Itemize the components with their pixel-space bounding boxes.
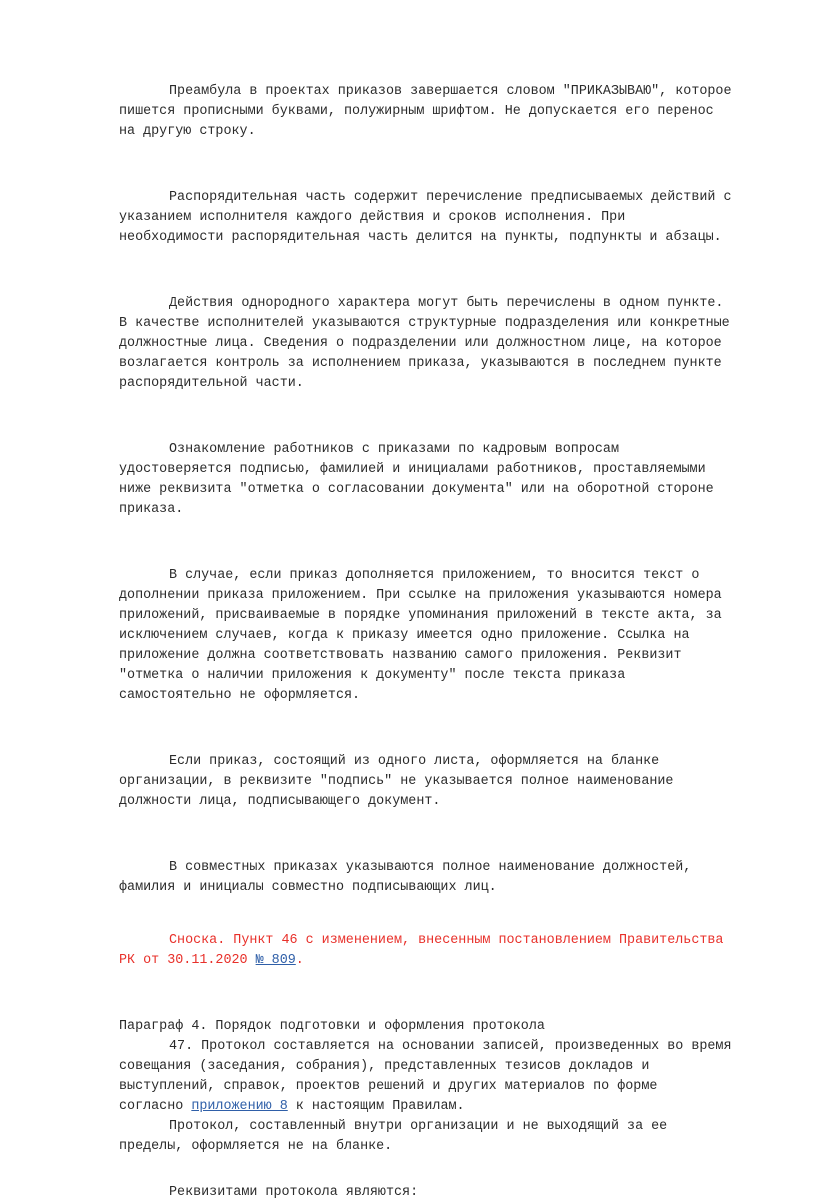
resolution-809-link[interactable]: № 809 — [255, 953, 296, 968]
text-line: Протокол, составленный внутри организации и не выходящий за ее — [169, 1119, 668, 1134]
text-line: 47. Протокол составляется на основании записей, произведенных во время — [169, 1039, 732, 1054]
text-line: Действия однородного характера могут быть перечислены в одном пункте. — [169, 296, 724, 311]
text-line: фамилия и инициалы совместно подписывающих лиц. — [119, 880, 497, 895]
text-line: распорядительной части. — [119, 376, 304, 391]
text-line: В совместных приказах указываются полное наименование должностей, — [169, 860, 692, 875]
footnote-date-text: РК от 30.11.2020 — [119, 953, 256, 968]
footnote-amendment — [119, 931, 779, 971]
text-line: дополнении приказа приложением. При ссылке на приложения указываются номера — [119, 588, 722, 603]
paragraph-protocol-requisites: Реквизитами протокола являются: — [169, 1185, 419, 1200]
footnote-line — [119, 951, 779, 971]
text-line: совещания (заседания, собрания), представленных тезисов докладов и — [119, 1059, 650, 1074]
paragraph-joint-orders — [119, 858, 779, 898]
paragraph-homogeneous-actions — [119, 294, 779, 394]
paragraph-preamble — [119, 82, 779, 142]
text-line: Распорядительная часть содержит перечисление предписываемых действий с — [169, 190, 732, 205]
section-heading: Параграф 4. Порядок подготовки и оформления протокола — [119, 1019, 545, 1034]
appendix-8-link[interactable]: приложению 8 — [191, 1099, 288, 1114]
footnote-line: Сноска. Пункт 46 с изменением, внесенным постановлением Правительства — [169, 933, 724, 948]
text-line: необходимости распорядительная часть делится на пункты, подпункты и абзацы. — [119, 230, 722, 245]
text-line: Ознакомление работников с приказами по кадровым вопросам — [169, 442, 619, 457]
footnote-period: . — [295, 953, 304, 968]
text-line: пишется прописными буквами, полужирным шрифтом. Не допускается его перенос — [119, 104, 714, 119]
text-line: приложение должна соответствовать названию самого приложения. Реквизит — [119, 648, 682, 663]
text-line: выступлений, справок, проектов решений и других материалов по форме — [119, 1079, 658, 1094]
text-line: должности лица, подписывающего документ. — [119, 794, 441, 809]
text-line: В случае, если приказ дополняется приложением, то вносится текст о — [169, 568, 700, 583]
paragraph-47 — [119, 1037, 779, 1117]
text-line: исключением случаев, когда к приказу имеется одно приложение. Ссылка на — [119, 628, 690, 643]
text-fragment: согласно — [119, 1099, 192, 1114]
paragraph-attachments — [119, 566, 779, 706]
text-line: должностные лица. Сведения о подразделении или должностном лице, на которое — [119, 336, 722, 351]
paragraph-operative-part — [119, 188, 779, 248]
text-line: "отметка о наличии приложения к документу" после текста приказа — [119, 668, 626, 683]
text-line: Если приказ, состоящий из одного листа, оформляется на бланке — [169, 754, 660, 769]
paragraph-acquaintance — [119, 440, 779, 520]
text-line — [119, 1097, 779, 1117]
text-line: организации, в реквизите "подпись" не указывается полное наименование — [119, 774, 674, 789]
text-line: приложений, присваиваемые в порядке упоминания приложений в тексте акта, за — [119, 608, 722, 623]
text-line: возлагается контроль за исполнением приказа, указываются в последнем пункте — [119, 356, 722, 371]
text-line: пределы, оформляется не на бланке. — [119, 1139, 393, 1154]
text-line: указанием исполнителя каждого действия и сроков исполнения. При — [119, 210, 626, 225]
text-line: на другую строку. — [119, 124, 256, 139]
text-line: Преамбула в проектах приказов завершается словом "ПРИКАЗЫВАЮ", которое — [169, 84, 732, 99]
text-line: самостоятельно не оформляется. — [119, 688, 361, 703]
text-line: приказа. — [119, 502, 184, 517]
document-body — [119, 82, 779, 1203]
text-line: удостоверяется подписью, фамилией и инициалами работников, проставляемыми — [119, 462, 706, 477]
text-line: ниже реквизита "отметка о согласовании документа" или на оборотной стороне — [119, 482, 714, 497]
paragraph-single-sheet — [119, 752, 779, 812]
text-fragment: к настоящим Правилам. — [287, 1099, 465, 1114]
paragraph-internal-protocol — [119, 1117, 779, 1157]
text-line: В качестве исполнителей указываются структурные подразделения или конкретные — [119, 316, 730, 331]
